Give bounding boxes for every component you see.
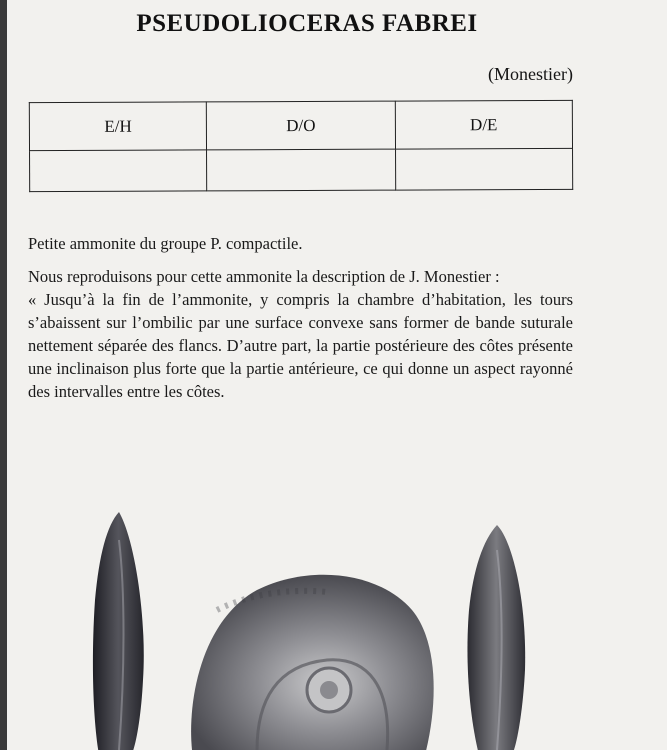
ratios-header-row <box>29 100 572 150</box>
page-title: PSEUDOLIOCERAS FABREI <box>136 10 478 37</box>
description-quote: « Jusqu’à la fin de l’ammonite, y compris la chambre d’habitation, les tours s’abaissent sur l’ombilic par une surface convexe sans former de bande suturale nettement séparée des flancs. D’autre part, la partie postérieure des côtes présente une inclinaison plus forte que la partie antérieure, ce qui donne un aspect rayonné des intervalles entre les côtes. <box>28 290 573 401</box>
value-de <box>395 148 573 190</box>
fossil-side-view-right <box>467 525 525 750</box>
locality-label: (Monestier) <box>488 64 573 84</box>
value-eh <box>30 150 207 192</box>
description-lead: Nous reproduisons pour cette ammonite la description de J. Monestier : <box>28 267 500 286</box>
ratios-table <box>29 100 573 192</box>
intro-paragraph: Petite ammonite du groupe P. compactile. <box>28 234 303 253</box>
fossil-lateral-view <box>191 575 434 750</box>
header-do: D/O <box>207 101 396 150</box>
description-block <box>28 265 573 403</box>
header-eh: E/H <box>29 102 207 151</box>
fossil-side-view-left <box>93 512 144 750</box>
ratios-value-row <box>30 148 573 191</box>
value-do <box>207 149 396 191</box>
fossil-photographs <box>7 500 667 750</box>
header-de: D/E <box>395 100 573 149</box>
document-page <box>7 0 667 750</box>
